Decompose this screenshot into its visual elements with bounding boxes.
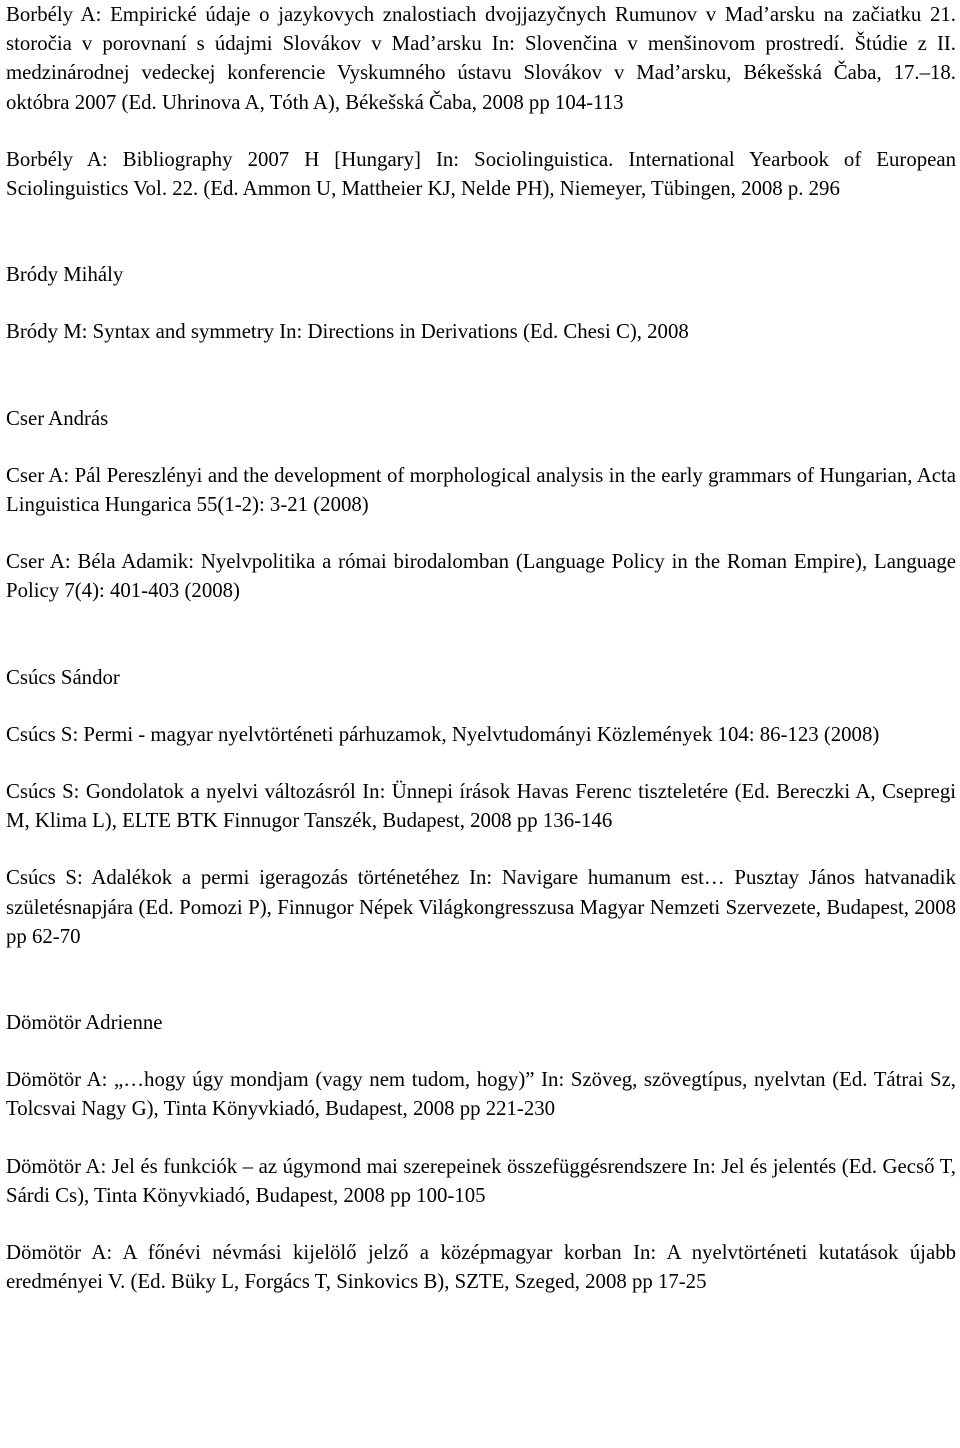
- bibliography-entry: Csúcs S: Gondolatok a nyelvi változásról In: Ünnepi írások Havas Ferenc tiszteletére (Ed. Bereczki A, Csepregi M, Klima L), ELTE BTK Finnugor Tanszék, Budapest, 2008 pp 136-146: [6, 780, 956, 833]
- bibliography-entry: Csúcs S: Adalékok a permi igeragozás történetéhez In: Navigare humanum est… Pusztay János hatvanadik születésnapjára (Ed. Pomozi P), Finnugor Népek Világkongresszusa Magyar Nemzeti Szervezete, Budapest, 2008 pp 62-70: [6, 866, 956, 948]
- bibliography-entry: Cser A: Béla Adamik: Nyelvpolitika a római birodalomban (Language Policy in the Roman Empire), Language Policy 7(4): 401-403 (2008): [6, 550, 956, 603]
- author-heading: Csúcs Sándor: [6, 665, 120, 689]
- document-page: [6, 0, 956, 1296]
- author-heading: Cser András: [6, 406, 109, 430]
- bibliography-entry: Borbély A: Empirické údaje o jazykovych znalostiach dvojjazyčnych Rumunov v Mad’arsku na začiatku 21. storočia v porovnaní s údajmi Slovákov v Mad’arsku In: Slovenčina v menšinovom prostredí. Štúdie z II. medzinárodnej vedeckej konferencie Vyskumného ústavu Slovákov v Mad’arsku, Békešská Čaba, 17.–18. októbra 2007 (Ed. Uhrinova A, Tóth A), Békešská Čaba, 2008 pp 104-113: [6, 3, 956, 114]
- bibliography-entry: Dömötör A: Jel és funkciók – az úgymond mai szerepeinek összefüggésrendszere In: Jel és jelentés (Ed. Gecső T, Sárdi Cs), Tinta Könyvkiadó, Budapest, 2008 pp 100-105: [6, 1154, 956, 1207]
- bibliography-entry: Bródy M: Syntax and symmetry In: Directions in Derivations (Ed. Chesi C), 2008: [6, 320, 689, 344]
- bibliography-entry: Dömötör A: A főnévi névmási kijelölő jelző a középmagyar korban In: A nyelvtörténeti kutatások újabb eredményei V. (Ed. Büky L, Forgács T, Sinkovics B), SZTE, Szeged, 2008 pp 17-25: [6, 1241, 956, 1294]
- author-heading: Bródy Mihály: [6, 263, 124, 287]
- bibliography-entry: Borbély A: Bibliography 2007 H [Hungary] In: Sociolinguistica. International Yearbook of European Sciolinguistics Vol. 22. (Ed. Ammon U, Mattheier KJ, Nelde PH), Niemeyer, Tübingen, 2008 p. 296: [6, 147, 956, 201]
- bibliography-entry: Dömötör A: „…hogy úgy mondjam (vagy nem tudom, hogy)” In: Szöveg, szövegtípus, nyelvtan (Ed. Tátrai Sz, Tolcsvai Nagy G), Tinta Könyvkiadó, Budapest, 2008 pp 221-230: [6, 1068, 956, 1121]
- author-heading: Dömötör Adrienne: [6, 1011, 163, 1035]
- bibliography-entry: Cser A: Pál Pereszlényi and the development of morphological analysis in the early grammars of Hungarian, Acta Linguistica Hungarica 55(1-2): 3-21 (2008): [6, 463, 956, 517]
- bibliography-entry: Csúcs S: Permi - magyar nyelvtörténeti párhuzamok, Nyelvtudományi Közlemények 104: 86-123 (2008): [6, 722, 880, 746]
